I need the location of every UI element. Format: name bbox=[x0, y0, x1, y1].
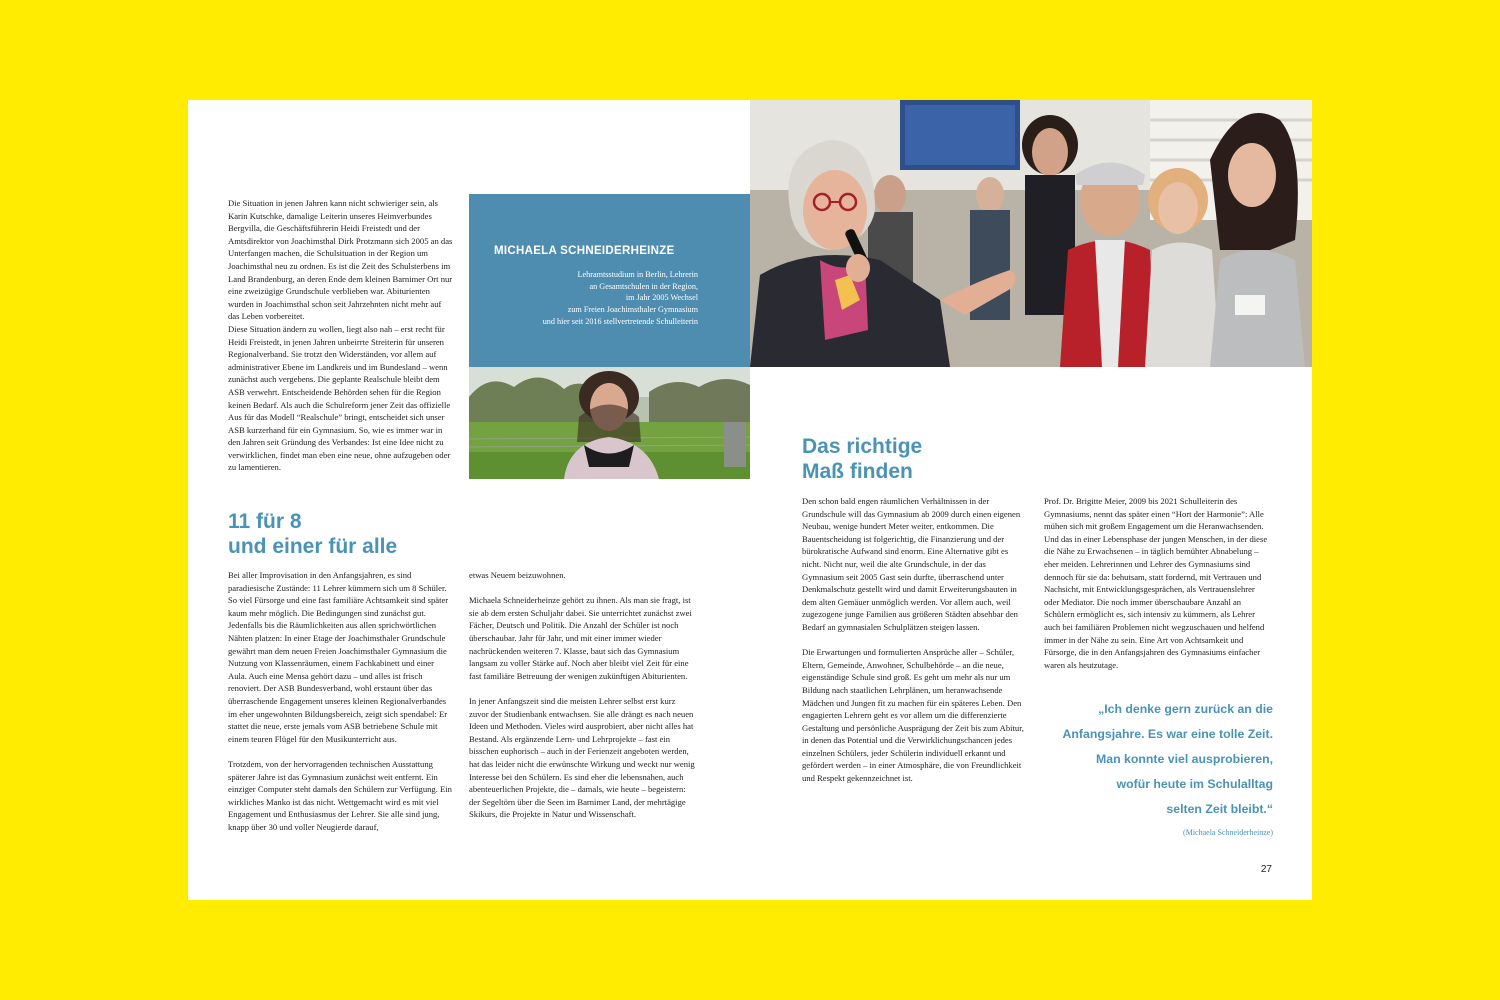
section2-paragraph: Die Erwartungen und formulierten Ansprüche aller – Schüler, Eltern, Gemeinde, Anwohner, Schulbehörde – an die neue, eigenständige Schule sind groß. Es geht um mehr als nur um Bildung nach staatlichen Lehrplänen, um heranwachsende Mädchen und Jungen fit zu machen für ein späteres Leben. Den engagierten Lehrern geht es vor allem um die differenzierte Gestaltung und persönliche Ausprägung der Zeit bis zum Abitur, in denen das Potential und die Verwirklichungschancen jedes einzelnen Schülers, jeder Schülerin individuell erkannt und gefördert werden – in einer Atmosphäre, die von Freundlichkeit und Respekt gekennzeichnet ist. bbox=[802, 647, 1024, 784]
intro-text bbox=[228, 197, 453, 487]
portrait-photo bbox=[469, 367, 750, 479]
quote-source: (Michaela Schneiderheinze) bbox=[1183, 828, 1273, 837]
section1-headline bbox=[228, 509, 397, 559]
profile-description bbox=[458, 269, 698, 328]
quote-line: Man konnte viel ausprobieren, bbox=[1096, 752, 1273, 766]
quote-line: selten Zeit bleibt.“ bbox=[1166, 802, 1273, 816]
section2-column-right bbox=[1044, 495, 1270, 684]
section1-column-left bbox=[228, 569, 453, 846]
profile-line: zum Freien Joachimsthaler Gymnasium bbox=[567, 305, 698, 315]
section1-paragraph: Trotzdem, von der hervorragenden technischen Ausstattung späterer Jahre ist das Gymnasium zunächst weit entfernt. Ein einziger Computer steht damals den Schülern zur Verfügung. Ein wirkliches Manko ist das nicht. Wettgemacht wird es mit viel Engagement und Enthusiasmus der Lehrer. Sie alle sind jung, knapp über 30 und voller Neugierde darauf, bbox=[228, 758, 452, 832]
section1-column-right bbox=[469, 569, 695, 833]
section1-paragraph: In jener Anfangszeit sind die meisten Lehrer selbst erst kurz zuvor der Studienbank entwachsen. Sie alle drängt es nach neuen Ideen und Methoden. Vieles wird ausprobiert, aber nicht alles hat Bestand. Als ergänzende Lern- und Lehrprojekte – fast ein bisschen euphorisch – auch in der Ferienzeit angeboten werden, hat das leider nicht die erwünschte Wirkung und weckt nur wenig Interesse bei den Schülern. Es sind eher die lebensnahen, auch abenteuerlichen Projekte, die – damals, wie heute – begeistern: der Segeltörn über die Seen im Barnimer Land, der mehrtägige Skikurs, die Projekte in Natur und Wissenschaft. bbox=[469, 695, 695, 820]
profile-name: MICHAELA SCHNEIDERHEINZE bbox=[494, 245, 675, 257]
group-photo bbox=[750, 100, 1312, 367]
headline-line: Maß finden bbox=[802, 460, 913, 483]
profile-box bbox=[469, 194, 750, 367]
section2-paragraph: Den schon bald engen räumlichen Verhältnissen in der Grundschule will das Gymnasium ab 2009 durch einen eigenen Neubau, wenige hundert Meter weiter, entkommen. Die Bauentscheidung ist folgerichtig, die Finanzierung und der bürokratische Aufwand sind enorm. Eine Alternative gibt es nicht. Nicht nur, weil die alte Grundschule, in der das Gymnasium seit 2005 Gast sein durfte, überraschend unter Denkmalschutz gestellt wird und damit Erweiterungsbauten in dem alten Gemäuer unmöglich werden. Vor allem auch, weil zugezogene junge Familien aus größeren Städten absehbar den Bedarf an gymnasialen Schulplätzen steigen lassen. bbox=[802, 496, 1021, 632]
section2-headline bbox=[802, 434, 922, 484]
intro-paragraph: Diese Situation ändern zu wollen, liegt also nah – erst recht für Heidi Freistedt, in jenen Jahren unbeirrte Streiterin für unseren Regionalverband. Sie trotzt den Widerständen, vor allem auf administrativer Ebene im Landkreis und im Bundesland – wenn zunächst auch vergebens. Die geplante Realschule bleibt dem ASB verwehrt. Entscheidende Behörden sehen für die Region keinen Bedarf. Als auch die Schulreform jener Zeit das offizielle Aus für das Modell “Realschule” bringt, entscheidet sich unser ASB kurzerhand für ein Gymnasium. So, wie es immer war in den Jahren seit Gründung des Verbandes: Ist eine Idee nicht zu verwirklichen, findet man eben eine neue, ohne aufzugeben oder zu lamentieren. bbox=[228, 323, 451, 473]
pull-quote bbox=[973, 697, 1273, 822]
profile-line: und hier seit 2016 stellvertretende Schulleiterin bbox=[542, 316, 698, 326]
profile-line: an Gesamtschulen in der Region, bbox=[589, 281, 698, 291]
page-number: 27 bbox=[1260, 864, 1272, 875]
profile-line: Lehramtsstudium in Berlin, Lehrerin bbox=[577, 270, 698, 279]
headline-line: 11 für 8 bbox=[228, 510, 302, 533]
quote-line: „Ich denke gern zurück an die bbox=[1098, 702, 1273, 716]
section1-paragraph: Bei aller Improvisation in den Anfangsjahren, es sind paradiesische Zustände: 11 Lehrer kümmern sich um 8 Schüler. So viel Fürsorge und eine fast familiäre Achtsamkeit sind später kaum mehr möglich. Die Bedingungen sind zunächst gut. Jedenfalls bis die Räumlichkeiten aus allen sprichwörtlichen Nähten platzen: In einer Etage der Joachimsthaler Grundschule gewährt man dem neuen Freien Joachimsthaler Gymnasium die Nutzung von Klassenräumen, einem Fachkabinett und einer Aula. Auch eine Mensa gehört dazu – und alles ist frisch renoviert. Der ASB Bundesverband, wohl erstaunt über das überraschende Engagement unseres kleinen Regionalverbandes im eher ungewohnten Bildungsbereich, zeigt sich spendabel: Er stattet die neue, erste jemals vom ASB betriebene Schule mit einem teuren Flügel für den Musikunterricht aus. bbox=[228, 570, 449, 744]
headline-line: und einer für alle bbox=[228, 535, 398, 558]
section1-paragraph: Michaela Schneiderheinze gehört zu ihnen. Als man sie fragt, ist sie ab dem ersten Schuljahr dabei. Sie unterrichtet zunächst zwei Fächer, Deutsch und Politik. Die Anzahl der Schüler ist noch überschaubar. Jahr für Jahr, und mit einer immer wieder nachrückenden weiteren 7. Klasse, baut sich das Gymnasium langsam zu voller Stärke auf. Noch aber bleibt viel Zeit für eine fast familiäre Betreuung der wenigen zukünftigen Abiturienten. bbox=[469, 595, 692, 681]
section1-paragraph: etwas Neuem beizuwohnen. bbox=[469, 570, 566, 580]
profile-line: im Jahr 2005 Wechsel bbox=[625, 293, 698, 303]
quote-line: Anfangsjahre. Es war eine tolle Zeit. bbox=[1062, 727, 1273, 741]
headline-line: Das richtige bbox=[802, 435, 923, 458]
quote-line: wofür heute im Schulalltag bbox=[1116, 777, 1273, 791]
magazine-spread bbox=[188, 100, 1312, 900]
intro-paragraph: Die Situation in jenen Jahren kann nicht schwieriger sein, als Karin Kutschke, damalige Leiterin unseres Heimverbundes Bergvilla, die Geschäftsführerin Heidi Freistedt und der Amtsdirektor von Joachimsthal Dirk Protzmann sich 2005 an das Unterfangen machen, die Schulsituation in der Region um Joachimsthal neu zu ordnen. Es ist die Zeit des Schulsterbens im Land Brandenburg, an deren Ende dem kleinen Barnimer Ort nur eine zweizügige Grundschule verblieben war. Abiturienten wurden in Joachimsthal schon seit Jahrzehnten nicht mehr auf das Leben vorbereitet. bbox=[228, 198, 453, 322]
section2-paragraph: Prof. Dr. Brigitte Meier, 2009 bis 2021 Schulleiterin des Gymnasiums, nennt das später einen “Hort der Harmonie”: Alle mühen sich mit großem Engagement um die Heranwachsenden. Und das in einer Lebensphase der jungen Menschen, in der diese die Nähe zu Erwachsenen – in täglich bemühter Abnabelung – eher meiden. Lehrerinnen und Lehrer des Gymnasiums sind dennoch für sie da: behutsam, statt fordernd, mit Vertrauen und Nachsicht, mit Entwicklungsgesprächen, als Vertrauenslehrer oder Mediator. Die noch immer überschaubare Anzahl an Schülern ermöglicht es, sich intensiv zu kümmern, als Lehrer auch bei familiären Problemen nicht wegzuschauen und helfend immer in der Nähe zu sein. Eine Art von Achtsamkeit und Fürsorge, die in den Anfangsjahren des Gymnasiums einfacher waren als heutzutage. bbox=[1044, 496, 1268, 670]
